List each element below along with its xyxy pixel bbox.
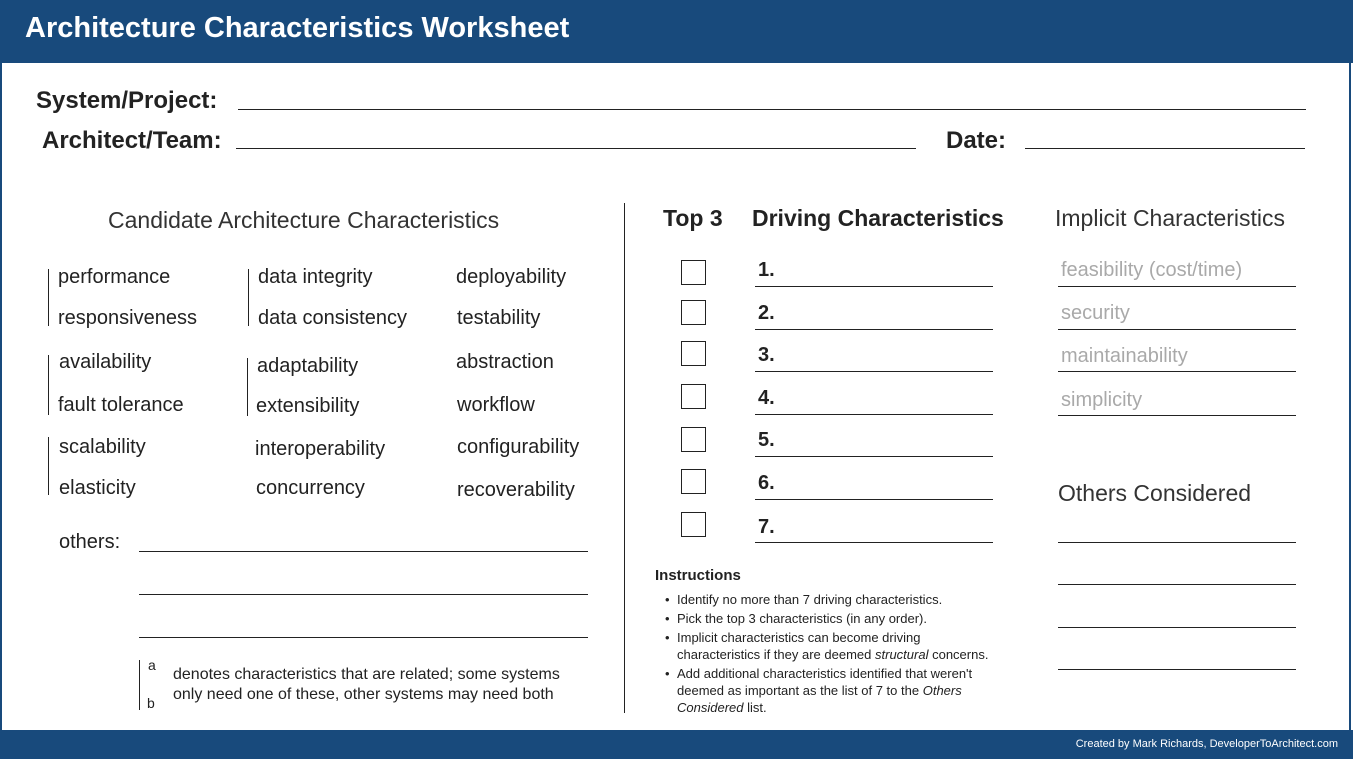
instruction-item [665, 610, 927, 627]
bullet: • [665, 592, 670, 607]
instruction-text: Add additional characteristics identified that weren't [677, 666, 973, 681]
top3-checkbox[interactable] [681, 300, 706, 325]
legend-a: a [148, 657, 156, 673]
instruction-text: deemed as important as the list of 7 to the [677, 683, 920, 698]
bullet: • [665, 611, 670, 626]
candidate-item: performance [58, 266, 171, 288]
candidate-item: data consistency [258, 307, 407, 329]
others-considered-heading: Others Considered [1058, 480, 1252, 506]
instruction-item [665, 629, 989, 663]
date-label: Date: [946, 127, 1007, 154]
candidate-item: data integrity [258, 266, 373, 288]
driving-field[interactable] [755, 371, 993, 372]
bullet: • [665, 666, 670, 681]
candidate-item: workflow [457, 394, 535, 416]
instruction-emphasis: Others [922, 683, 962, 698]
others-considered-field[interactable] [1058, 542, 1296, 543]
relation-bar [48, 437, 49, 495]
candidate-item: testability [457, 307, 541, 329]
architect-team-label: Architect/Team: [42, 127, 222, 154]
implicit-field[interactable] [1058, 371, 1296, 372]
candidate-item: fault tolerance [58, 394, 184, 416]
system-project-label: System/Project: [36, 87, 218, 114]
candidate-item: recoverability [457, 479, 575, 501]
implicit-heading: Implicit Characteristics [1055, 205, 1286, 231]
instruction-emphasis: Considered [677, 700, 744, 715]
instruction-emphasis: structural [875, 647, 929, 662]
candidate-item: adaptability [257, 355, 359, 377]
implicit-item: simplicity [1061, 389, 1143, 411]
candidate-item: interoperability [255, 438, 386, 460]
implicit-item: maintainability [1061, 345, 1188, 367]
driving-field[interactable] [755, 329, 993, 330]
top3-checkbox[interactable] [681, 427, 706, 452]
driving-number: 4. [758, 387, 775, 409]
driving-field[interactable] [755, 456, 993, 457]
candidates-heading: Candidate Architecture Characteristics [108, 207, 500, 233]
top3-checkbox[interactable] [681, 512, 706, 537]
others-label: others: [59, 531, 121, 553]
implicit-field[interactable] [1058, 329, 1296, 330]
driving-number: 2. [758, 302, 775, 324]
candidate-item: responsiveness [58, 307, 197, 329]
system-project-field[interactable] [238, 109, 1306, 110]
relation-bar [247, 358, 248, 416]
top3-checkbox[interactable] [681, 341, 706, 366]
candidate-item: configurability [457, 436, 580, 458]
driving-field[interactable] [755, 286, 993, 287]
relation-bar [48, 269, 49, 326]
others-considered-field[interactable] [1058, 669, 1296, 670]
legend-text: only need one of these, other systems may need both [173, 686, 554, 703]
top3-heading: Top 3 [663, 205, 723, 231]
instruction-text: Implicit characteristics can become driving [677, 630, 921, 645]
instruction-text: Pick the top 3 characteristics (in any order). [677, 611, 927, 626]
top3-checkbox[interactable] [681, 469, 706, 494]
driving-number: 6. [758, 472, 775, 494]
legend-b: b [147, 695, 155, 711]
driving-number: 3. [758, 344, 775, 366]
candidate-item: scalability [59, 436, 146, 458]
top3-checkbox[interactable] [681, 260, 706, 285]
driving-field[interactable] [755, 542, 993, 543]
bullet: • [665, 630, 670, 645]
candidate-item: concurrency [256, 477, 365, 499]
driving-number: 7. [758, 516, 775, 538]
others-field[interactable] [139, 637, 588, 638]
candidate-item: deployability [456, 266, 567, 288]
candidate-item: availability [59, 351, 152, 373]
instruction-text: list. [747, 700, 767, 715]
instruction-text: concerns. [932, 647, 989, 662]
implicit-field[interactable] [1058, 415, 1296, 416]
architect-team-field[interactable] [236, 148, 916, 149]
page-frame [0, 63, 1351, 730]
implicit-field[interactable] [1058, 286, 1296, 287]
others-considered-field[interactable] [1058, 627, 1296, 628]
instruction-item [665, 665, 973, 716]
candidate-item: elasticity [59, 477, 136, 499]
instructions-title: Instructions [655, 567, 741, 584]
relation-bar [48, 355, 49, 415]
relation-bar [248, 269, 249, 326]
instruction-item [665, 591, 943, 608]
implicit-item: security [1061, 302, 1130, 324]
driving-number: 1. [758, 259, 775, 281]
others-field[interactable] [139, 551, 588, 552]
driving-field[interactable] [755, 414, 993, 415]
driving-number: 5. [758, 429, 775, 451]
instruction-text: Identify no more than 7 driving characteristics. [677, 592, 943, 607]
top3-checkbox[interactable] [681, 384, 706, 409]
candidate-item: abstraction [456, 351, 554, 373]
driving-field[interactable] [755, 499, 993, 500]
driving-heading: Driving Characteristics [752, 205, 1004, 231]
implicit-item: feasibility (cost/time) [1061, 259, 1243, 281]
column-divider [624, 203, 625, 713]
others-field[interactable] [139, 594, 588, 595]
legend-text: denotes characteristics that are related; some systems [173, 666, 560, 683]
candidate-item: extensibility [256, 395, 360, 417]
others-considered-field[interactable] [1058, 584, 1296, 585]
footer-credit: Created by Mark Richards, DeveloperToArchitect.com [1075, 738, 1338, 750]
legend-bar [139, 660, 140, 710]
date-field[interactable] [1025, 148, 1305, 149]
page-title: Architecture Characteristics Worksheet [25, 12, 570, 44]
instruction-text: characteristics if they are deemed [677, 647, 872, 662]
